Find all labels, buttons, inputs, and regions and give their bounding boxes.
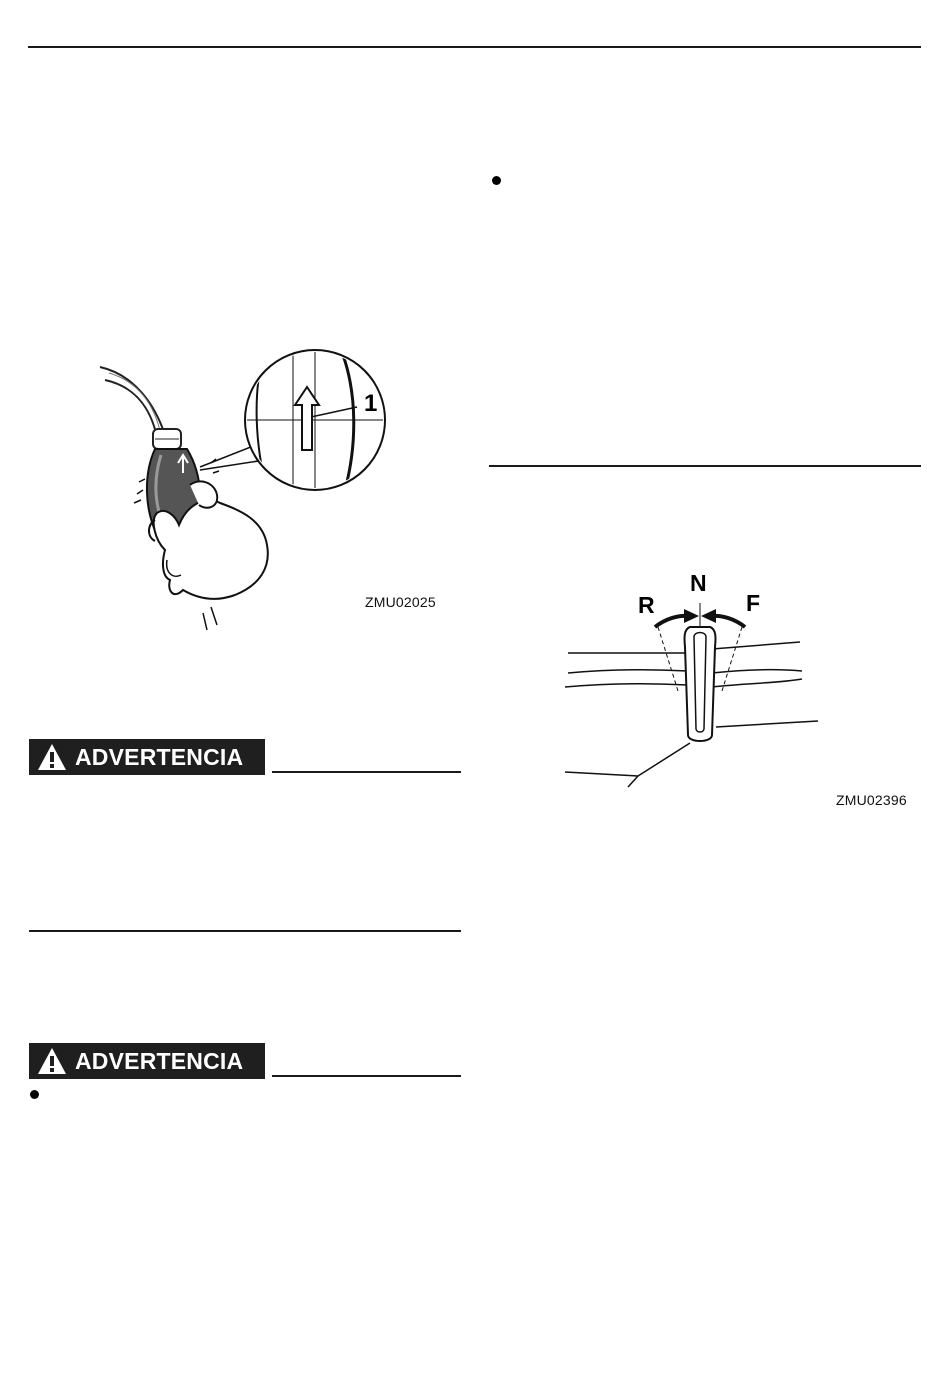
warning-badge [29,1043,265,1079]
reverse-label: R [638,592,655,618]
callout-number: 1 [364,390,378,417]
shift-lever-figure [560,565,825,790]
warning-icon [37,742,67,772]
primer-bulb-figure [95,345,395,630]
section-rule [489,465,921,467]
shift-lever-illustration [560,565,825,790]
list-bullet [30,1090,39,1099]
warning-rule [272,1075,461,1077]
warning-icon [37,1046,67,1076]
warning-label: ADVERTENCIA [75,1047,244,1074]
list-bullet [492,176,501,185]
figure-code: ZMU02025 [365,594,436,610]
header-rule [28,46,921,48]
warning-end-rule [29,930,461,932]
warning-badge [29,739,265,775]
forward-label: F [746,590,761,616]
warning-label: ADVERTENCIA [75,743,244,770]
primer-bulb-illustration [95,345,395,630]
figure-code: ZMU02396 [836,792,907,808]
neutral-label: N [690,570,707,596]
warning-rule [272,771,461,773]
